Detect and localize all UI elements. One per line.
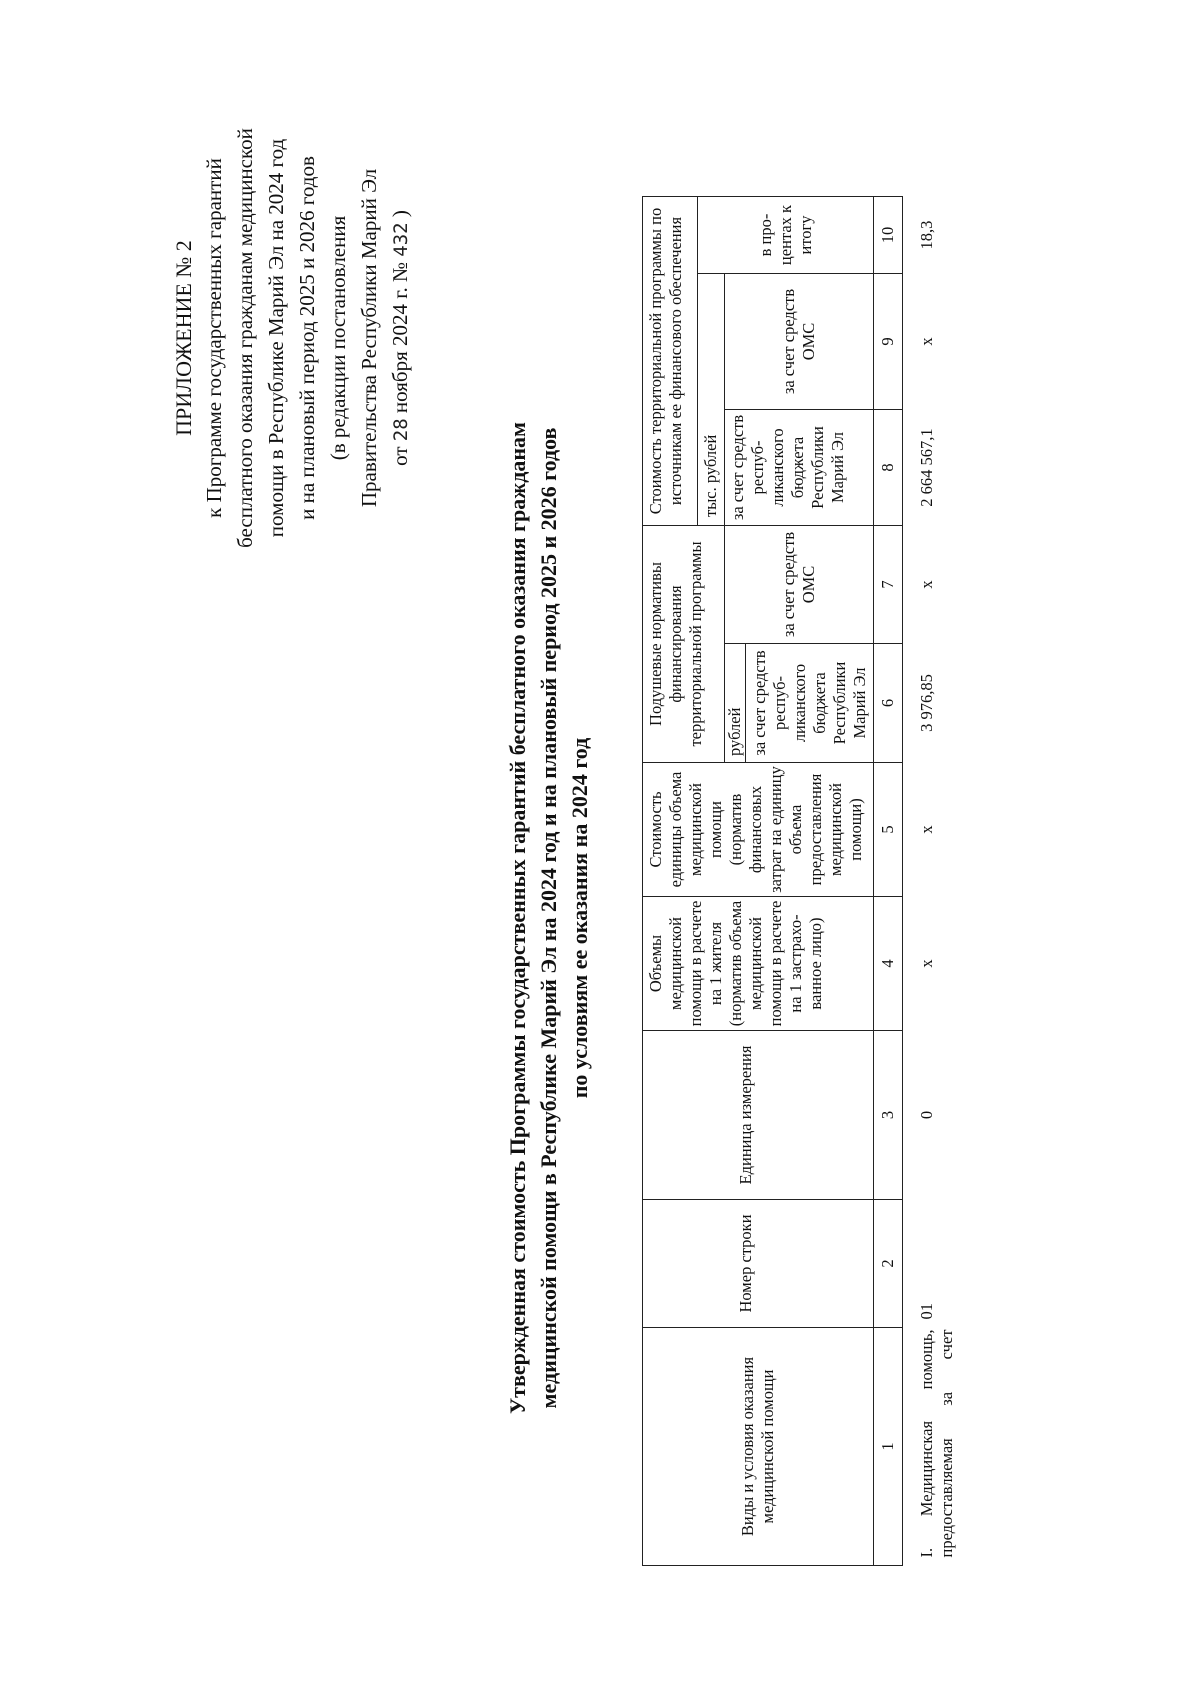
header-kinds: Виды и условия оказания медицинской помощи xyxy=(643,1328,874,1566)
row-cost-oms: х xyxy=(917,337,936,346)
column-number-row xyxy=(874,197,903,1566)
doc-number: 432 xyxy=(390,222,412,257)
appendix-line: (в редакции постановления xyxy=(326,215,350,461)
table-row xyxy=(903,197,961,1566)
header-unit: Единица измерения xyxy=(643,1031,874,1200)
row-unit: 0 xyxy=(917,1110,936,1120)
document-page xyxy=(20,28,1180,1668)
header-row-number: Номер строки xyxy=(643,1200,874,1328)
appendix-line: и на плановый период 2025 и 2026 годов xyxy=(295,156,319,520)
appendix-block xyxy=(168,38,417,638)
title-line: медицинской помощи в Республике Марий Эл на 2024 год и на плановый период 2025 и 2026 годов xyxy=(536,427,561,1409)
header-per-capita: Подушевые нормативы финансирования территориальной программы xyxy=(643,526,725,763)
date-day: 28 xyxy=(390,418,412,442)
row-unit-cost: х xyxy=(917,825,936,834)
row-name-line: I. Медицинская помощь, xyxy=(917,1329,936,1558)
column-number: 10 xyxy=(874,197,903,274)
date-month-year: ноября 2024 г. № xyxy=(388,261,412,414)
row-per-capita-oms: х xyxy=(917,580,936,589)
appendix-line: к Программе государственных гарантий xyxy=(202,158,226,518)
column-number: 3 xyxy=(874,1031,903,1200)
column-number: 6 xyxy=(874,644,903,763)
header-volumes: Объемы медицинской помощи в расчете на 1 жителя (норматив объема медицинской помощи в расчете на 1 застрахо-ванное лицо) xyxy=(643,897,874,1031)
header-cost-oms: за счет средств ОМС xyxy=(725,274,874,410)
cost-table xyxy=(642,196,960,1566)
appendix-heading: ПРИЛОЖЕНИЕ № 2 xyxy=(171,240,196,436)
row-cost-budget: 2 664 567,1 xyxy=(917,428,936,507)
header-cost: Стоимость территориальной программы по источникам ее финансового обеспечения xyxy=(643,197,698,526)
header-per-capita-unit: рублей xyxy=(725,644,746,762)
header-unit-cost: Стоимость единицы объема медицинской помощи (норматив финансовых затрат на единицу объема предоставления медицинской помощи) xyxy=(643,763,874,897)
row-name-line: предоставляемая за счет xyxy=(937,1329,956,1558)
row-per-capita-budget: 3 976,85 xyxy=(917,674,936,732)
appendix-line: Правительства Республики Марий Эл xyxy=(357,168,381,508)
appendix-line: бесплатного оказания гражданам медицинской xyxy=(233,128,257,548)
closing-paren: ) xyxy=(388,210,412,218)
header-per-capita-budget: рублей за счет средств респуб-ликанского бюджета Республики Марий Эл xyxy=(725,644,874,763)
appendix-date-line xyxy=(385,38,417,638)
header-cost-unit: тыс. рублей xyxy=(698,274,725,526)
column-number: 1 xyxy=(874,1328,903,1566)
row-name xyxy=(903,1328,961,1566)
column-number: 2 xyxy=(874,1200,903,1328)
header-cost-budget: за счет средств респуб-ликанского бюджета Республики Марий Эл xyxy=(725,410,874,526)
header-per-capita-oms: за счет средств ОМС xyxy=(725,526,874,644)
row-cost-percent: 18,3 xyxy=(917,220,936,250)
column-number: 9 xyxy=(874,274,903,410)
row-volume: х xyxy=(917,959,936,968)
header-cost-percent: в про-центах к итогу xyxy=(698,197,874,274)
document-title xyxy=(502,308,595,1528)
column-number: 5 xyxy=(874,763,903,897)
appendix-line: помощи в Республике Марий Эл на 2024 год xyxy=(264,138,288,538)
column-number: 7 xyxy=(874,526,903,644)
title-line: по условиям ее оказания на 2024 год xyxy=(567,737,592,1099)
row-number: 01 xyxy=(917,1303,936,1320)
column-number: 4 xyxy=(874,897,903,1031)
date-prefix: от xyxy=(388,446,412,466)
column-number: 8 xyxy=(874,410,903,526)
title-line: Утвержденная стоимость Программы государственных гарантий бесплатного оказания гражданам xyxy=(505,422,530,1414)
